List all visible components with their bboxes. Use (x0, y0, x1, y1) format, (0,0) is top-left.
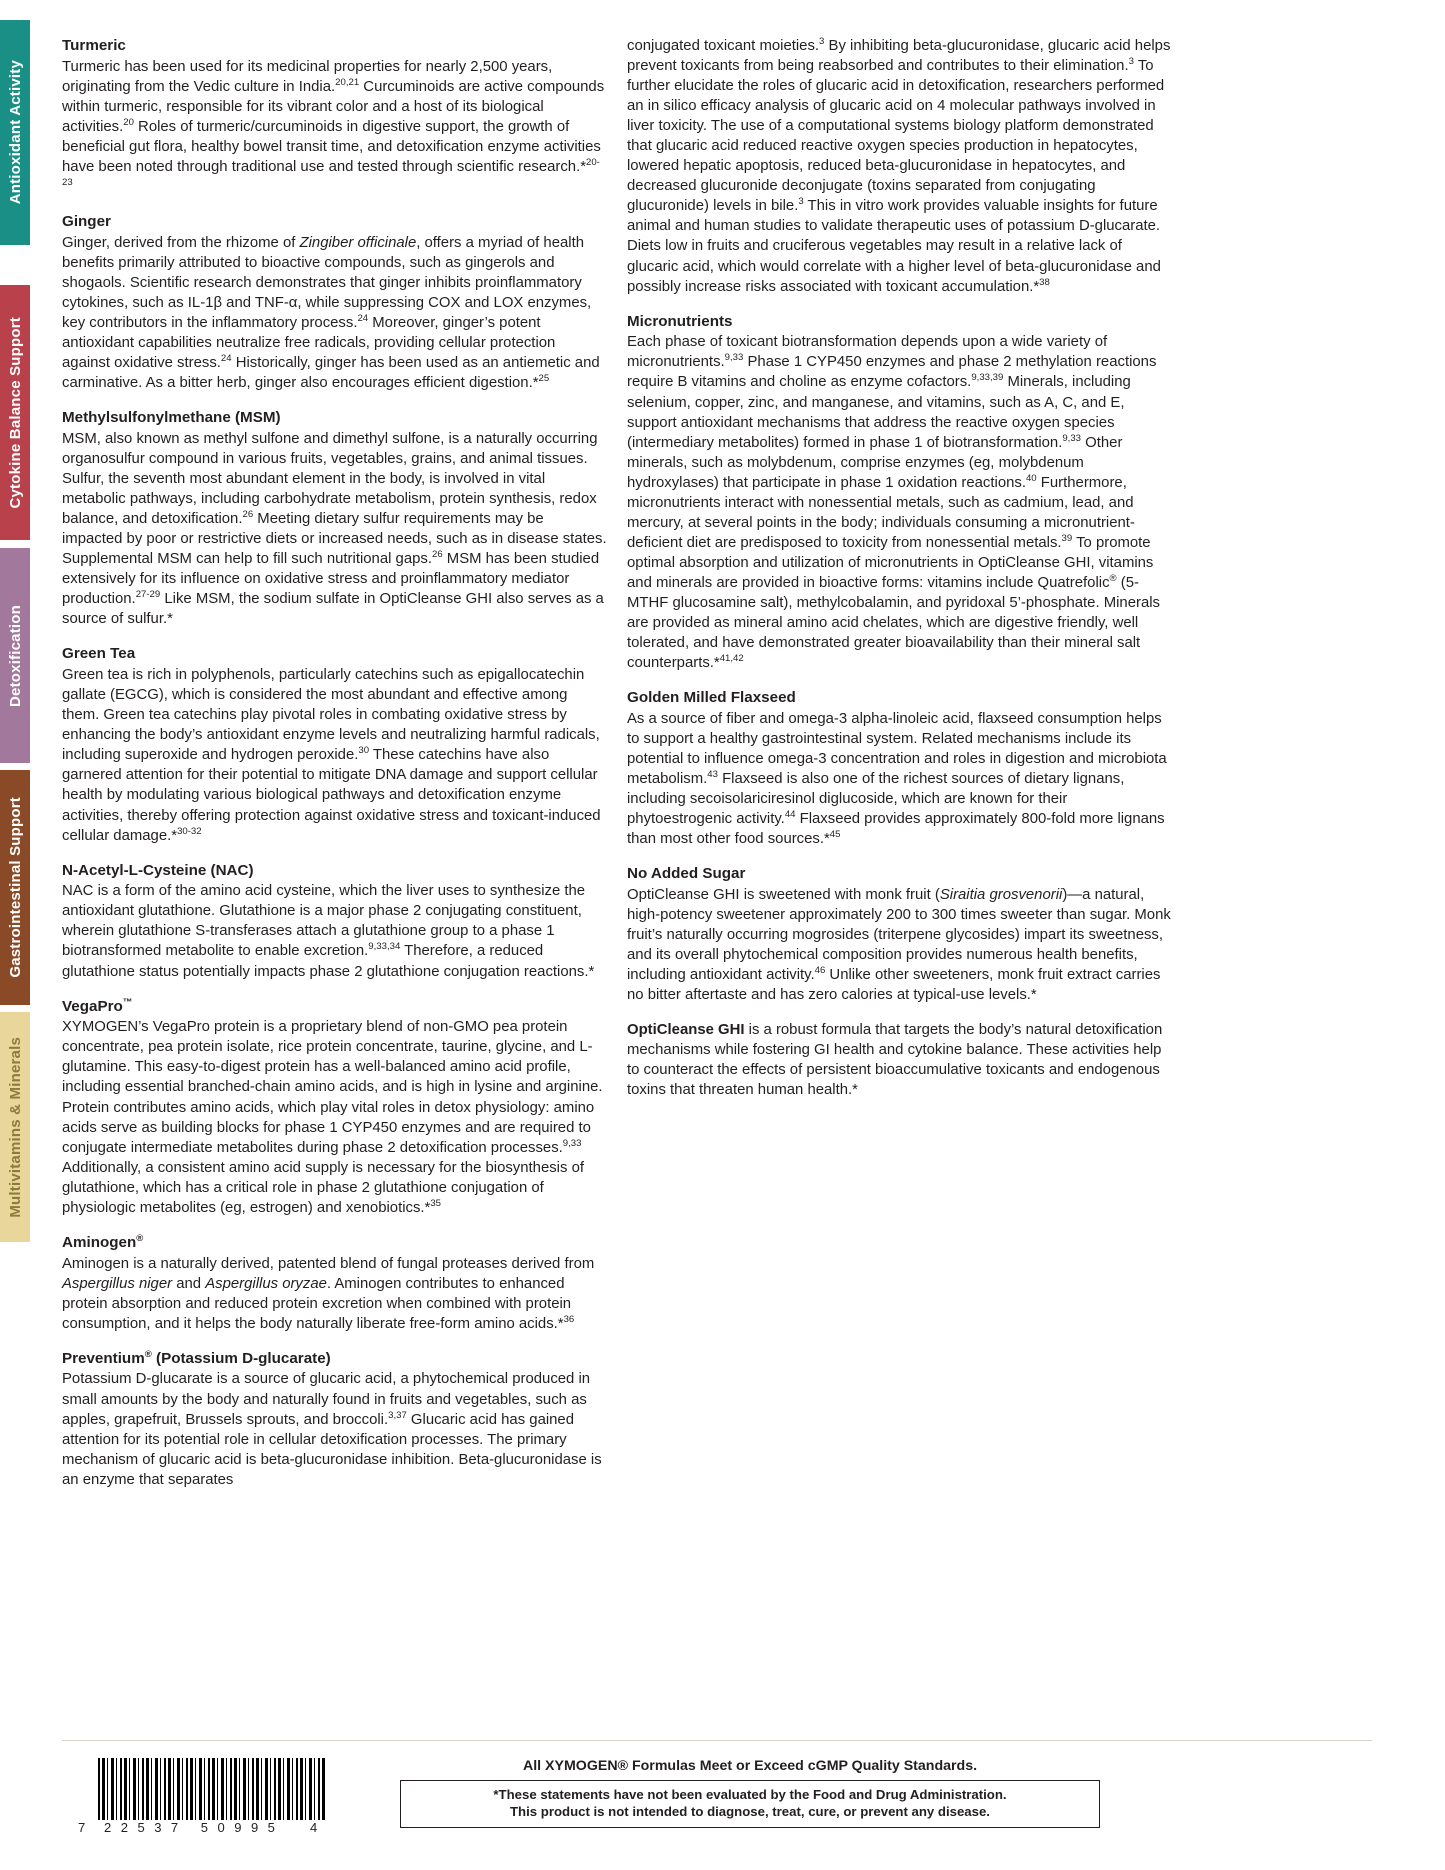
section-heading: Golden Milled Flaxseed (627, 689, 796, 707)
section-heading: VegaPro™ (62, 996, 133, 1015)
section-heading: Preventium® (Potassium D-glucarate) (62, 1348, 331, 1367)
body-paragraph: Potassium D-glucarate is a source of glucaric acid, a phytochemical produced in small amounts by the body and naturally found in fruits and vegetables, such as apples, grapefruit, Brussels sprouts, and broccoli.$^{3,37}$ Glucaric acid has gained attention for its potential role in cellular detoxification processes. The primary mechanism of glucaric acid is beta-glucuronidase inhibition. Beta-glucuronidase is an enzyme that separates (62, 1371, 602, 1488)
section-tab-1[interactable] (0, 285, 30, 540)
content-block (62, 212, 607, 393)
barcode-digit-right: 4 (310, 1820, 318, 1835)
barcode-digits-main: 22537 50995 (104, 1820, 285, 1835)
section-tab-label: Antioxidant Activity (6, 60, 24, 205)
body-paragraph: Green tea is rich in polyphenols, particularly catechins such as epigallocatechin gallate (EGCG), which is considered the most abundant and effective among them. Green tea catechins play pivotal roles in combating oxidative stress by enhancing the body’s antioxidant enzyme levels and neutralizing harmful radicals, including superoxide and hydrogen peroxide.$^{30}$ These catechins have also garnered attention for their potential to mitigate DNA damage and support cellular health by modulating various biological pathways and detoxification enzyme activities, thereby offering protection against oxidative stress and toxicant-induced cellular damage.*$^{30-32}$ (62, 667, 601, 844)
content-block (627, 1020, 1172, 1100)
body-paragraph: Each phase of toxicant biotransformation depends upon a wide variety of micronutrients.$^{9,33}$ Phase 1 CYP450 enzymes and phase 2 methylation reactions require B vitamins and choline as enzyme cofactors.$^{9,33,39}$ Minerals, including selenium, copper, zinc, and manganese, and vitamins, such as A, C, and E, support antioxidant mechanisms that address the reactive oxygen species (intermediary metabolites) formed in phase 1 of biotransformation.$^{9,33}$ Other minerals, such as molybdenum, comprise enzymes (eg, molybdenum hydroxylases) that participate in phase 1 oxidation reactions.$^{40}$ Furthermore, micronutrients interact with nonessential metals, such as cadmium, lead, and mercury, at several points in the body; individuals consuming a micronutrient-deficient diet are predisposed to toxicity from nonessential metals.$^{39}$ To promote optimal absorption and utilization of micronutrients in OptiCleanse GHI, vitamins and minerals are provided in bioactive forms: vitamins include Quatrefolic® (5-MTHF glucosamine salt), methylcobalamin, and pyridoxal 5’-phosphate. Minerals are provided as mineral amino acid chelates, which are digestive friendly, well tolerated, and have demonstrated greater bioavailability than their mineral salt counterparts.*$^{41,42}$ (627, 334, 1160, 672)
body-paragraph: OptiCleanse GHI is sweetened with monk fruit (Siraitia grosvenorii)—a natural, high-potency sweetener approximately 200 to 300 times sweeter than sugar. Monk fruit’s naturally occurring mogrosides (triterpene glycosides) impart its sweetness, and its overall phytochemical composition provides numerous health benefits, including antioxidant activity.$^{46}$ Unlike other sweeteners, monk fruit extract carries no bitter aftertaste and has zero calories at typical-use levels.* (627, 886, 1171, 1004)
content-block (62, 1233, 607, 1334)
body-paragraph: NAC is a form of the amino acid cysteine, which the liver uses to synthesize the antioxidant glutathione. Glutathione is a major phase 2 conjugating constituent, wherein glutathione S-transferases attach a glutathione group to a phase 1 biotransformed metabolite to enable excretion.$^{9,33,34}$ Therefore, a reduced glutathione status potentially impacts phase 2 glutathione conjugation reactions.* (62, 883, 595, 980)
barcode-digit-left: 7 (78, 1820, 86, 1835)
fda-disclaimer (400, 1780, 1100, 1828)
section-tab-2[interactable] (0, 548, 30, 763)
section-tabs (0, 0, 36, 1870)
content-block (62, 644, 607, 845)
section-tab-label: Detoxification (6, 604, 24, 707)
content-block (627, 864, 1172, 1005)
barcode-numbers (78, 1820, 328, 1836)
section-heading: Methylsulfonylmethane (MSM) (62, 409, 281, 427)
body-paragraph: XYMOGEN’s VegaPro protein is a proprietary blend of non-GMO pea protein concentrate, pea protein isolate, rice protein concentrate, taurine, glycine, and L-glutamine. This easy-to-digest protein has a well-balanced amino acid profile, including essential branched-chain amino acids, and is high in lysine and arginine. Protein contributes amino acids, which play vital roles in detox physiology: amino acids serve as building blocks for phase 1 CYP450 enzymes and are required to conjugate intermediate metabolites during phase 2 detoxification processes.$^{9,33}$ Additionally, a consistent amino acid supply is necessary for the biosynthesis of glutathione, which has a critical role in phase 2 glutathione conjugation of physiologic metabolites (eg, estrogen) and xenobiotics.*$^{35}$ (62, 1019, 603, 1216)
fda-disclaimer-line-2: This product is not intended to diagnose, treat, cure, or prevent any disease. (510, 1803, 990, 1819)
body-paragraph: Ginger, derived from the rhizome of Zingiber officinale, offers a myriad of health benefits primarily attributed to bioactive compounds, such as gingerols and shogaols. Scientific research demonstrates that ginger inhibits proinflammatory cytokines, such as IL-1β and TNF-α, while suppressing COX and LOX enzymes, key contributors in the inflammatory process.$^{24}$ Moreover, ginger’s potent antioxidant capabilities neutralize free radicals, providing cellular protection against oxidative stress.$^{24}$ Historically, ginger has been used as an antiemetic and carminative. As a bitter herb, ginger also encourages efficient digestion.*$^{25}$ (62, 234, 600, 392)
content-block (62, 861, 607, 982)
barcode-bars (98, 1758, 326, 1820)
section-heading: Aminogen® (62, 1232, 144, 1251)
footer-text (400, 1758, 1100, 1828)
body-paragraph: conjugated toxicant moieties.$^3$ By inhibiting beta-glucuronidase, glucaric acid helps prevent toxicants from being reabsorbed and contributes to their elimination.$^3$ To further elucidate the roles of glucaric acid in detoxification, researchers performed an in silico efficacy analysis of glucaric acid on 4 molecular pathways involved in liver toxicity. The use of a computational systems biology platform demonstrated that glucaric acid reduced reactive oxygen species production in hepatocytes, lowered hepatic apoptosis, reduced beta-glucuronidase in hepatocytes, and decreased glucuronide deconjugate (toxins separated from conjugating glucuronide) levels in bile.$^3$ This in vitro work provides valuable insights for future animal and human studies to validate therapeutic uses of potassium D-glucarate. Diets low in fruits and cruciferous vegetables may result in a relative lack of glucaric acid, which would correlate with a higher level of beta-glucuronidase and possibly increase risks associated with toxicant accumulation.*$^{38}$ (627, 36, 1171, 295)
content-block (62, 408, 607, 629)
body-paragraph: MSM, also known as methyl sulfone and dimethyl sulfone, is a naturally occurring organosulfur compound in various fruits, vegetables, grains, and animal tissues. Sulfur, the seventh most abundant element in the body, is involved in vital metabolic pathways, including carbohydrate metabolism, protein synthesis, redox balance, and detoxification.$^{26}$ Meeting dietary sulfur requirements may be impacted by poor or restrictive diets or increased needs, such as in disease states. Supplemental MSM can help to fill such nutritional gaps.$^{26}$ MSM has been studied extensively for its influence on oxidative stress and proinflammatory mediator production.$^{27-29}$ Like MSM, the sodium sulfate in OptiCleanse GHI also serves as a source of sulfur.* (62, 430, 607, 628)
section-heading: Green Tea (62, 645, 136, 663)
cgmp-statement: All XYMOGEN® Formulas Meet or Exceed cGMP Quality Standards. (522, 1758, 978, 1774)
content-block (627, 36, 1172, 297)
section-heading: No Added Sugar (627, 865, 746, 883)
section-heading: Ginger (62, 213, 111, 231)
content-block (627, 312, 1172, 674)
section-tab-0[interactable] (0, 20, 30, 245)
section-tab-4[interactable] (0, 1012, 30, 1242)
section-tab-label: Cytokine Balance Support (6, 316, 24, 509)
left-column (62, 36, 607, 1490)
body-paragraph: OptiCleanse GHI is a robust formula that targets the body’s natural detoxification mechanisms while fostering GI health and cytokine balance. These activities help to counteract the effects of persistent bioaccumulative toxicants and endogenous toxins that threaten human health.* (627, 1022, 1163, 1099)
content-block (62, 997, 607, 1218)
body-paragraph: Aminogen is a naturally derived, patented blend of fungal proteases derived from Aspergillus niger and Aspergillus oryzae. Aminogen contributes to enhanced protein absorption and reduced protein excretion when combined with protein consumption, and it helps the body naturally liberate free-form amino acids.*$^{36}$ (62, 1255, 595, 1332)
section-heading: Micronutrients (627, 312, 733, 330)
content-block (62, 36, 607, 197)
body-paragraph: Turmeric has been used for its medicinal properties for nearly 2,500 years, originating from the Vedic culture in India.$^{20,21}$ Curcuminoids are active compounds within turmeric, responsible for its vibrant color and a host of its biological activities.$^{20}$ Roles of turmeric/curcuminoids in digestive support, the growth of beneficial gut flora, healthy bowel transit time, and detoxification enzyme activities have been noted through traditional use and tested through scientific research.*$^{20-23}$ (62, 58, 605, 189)
barcode (78, 1758, 328, 1836)
footer-divider (62, 1740, 1372, 1741)
section-heading: Turmeric (62, 37, 126, 54)
content-block (62, 1349, 607, 1490)
content-block (627, 688, 1172, 849)
right-column (627, 36, 1172, 1100)
section-tab-3[interactable] (0, 770, 30, 1005)
section-heading: N-Acetyl-L-Cysteine (NAC) (62, 861, 254, 879)
section-tab-label: Gastrointestinal Support (6, 797, 24, 978)
section-tab-label: Multivitamins & Minerals (6, 1036, 24, 1218)
body-paragraph: As a source of fiber and omega-3 alpha-linoleic acid, flaxseed consumption helps to support a healthy gastrointestinal system. Related mechanisms include its potential to influence omega-3 concentration and roles in digestion and microbiota metabolism.$^{43}$ Flaxseed is also one of the richest sources of dietary lignans, including secoisolariciresinol diglucoside, which are known for their phytoestrogenic activity.$^{44}$ Flaxseed provides approximately 800-fold more lignans than most other food sources.*$^{45}$ (627, 710, 1167, 848)
fda-disclaimer-line-1: *These statements have not been evaluated by the Food and Drug Administration. (493, 1787, 1007, 1802)
